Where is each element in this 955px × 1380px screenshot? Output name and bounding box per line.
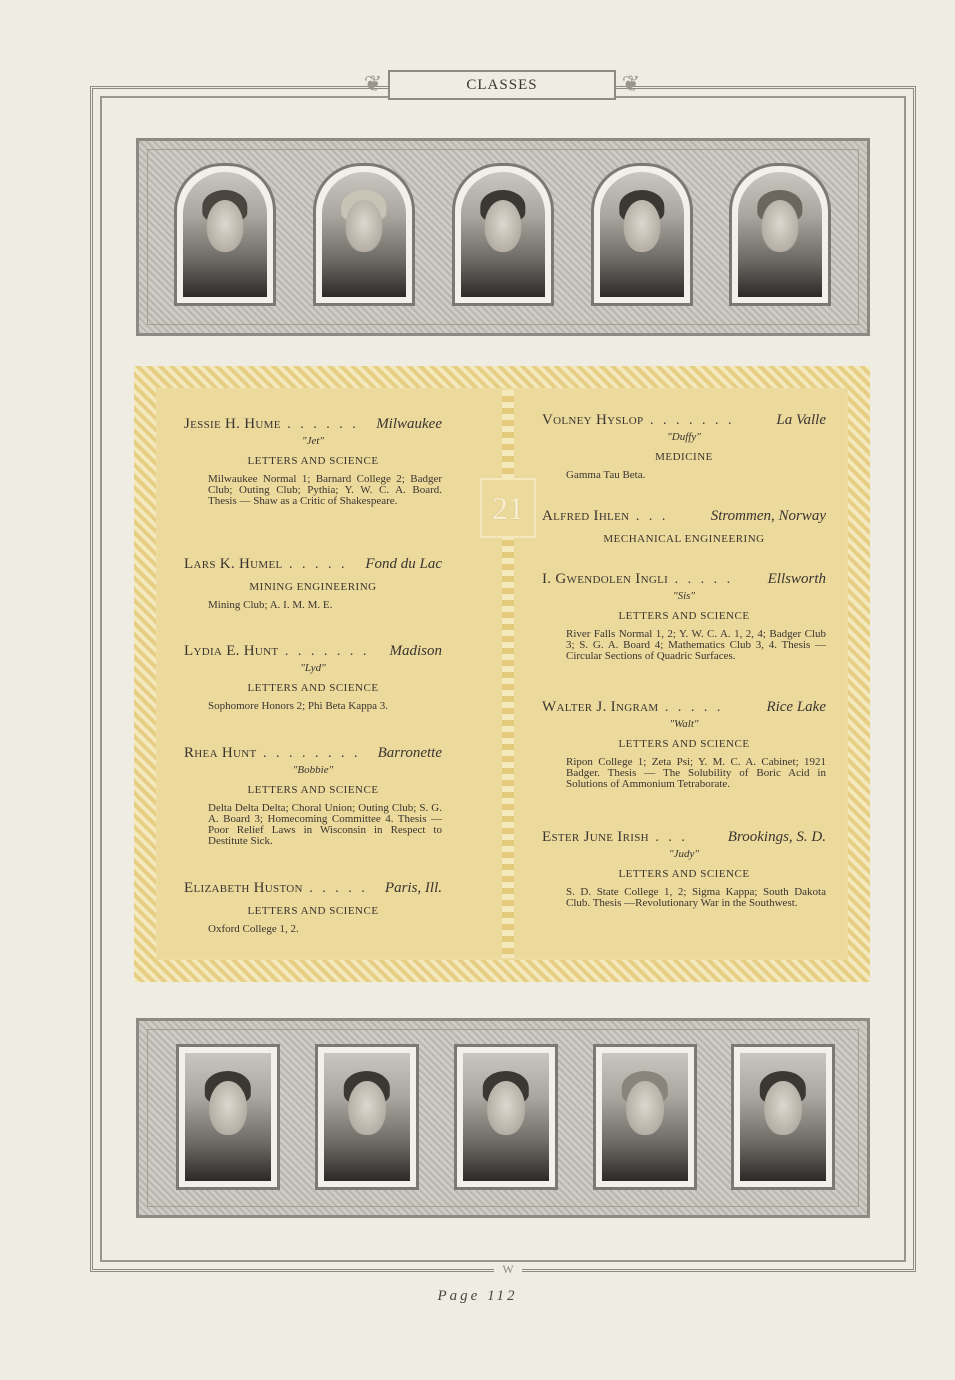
leader-dots: . . . . . [282, 557, 348, 572]
portrait-elizabeth-huston [729, 163, 831, 306]
student-name: Volney Hyslop [542, 412, 644, 428]
student-name: Walter J. Ingram [542, 699, 659, 715]
course: LETTERS AND SCIENCE [618, 738, 750, 750]
nickname: "Bobbie" [292, 764, 334, 776]
nickname: "Duffy" [667, 431, 701, 443]
leader-dots: . . . . . [658, 700, 724, 715]
class-year-badge: 21 [480, 478, 536, 538]
portrait-lydia-hunt [452, 163, 554, 306]
leader-dots: . . . . . . . [643, 413, 735, 428]
frame-ornament-mark: W [494, 1262, 522, 1276]
hometown: Paris, Ill. [384, 880, 442, 896]
portrait-volney-hyslop [176, 1044, 280, 1190]
activities: Ripon College 1; Zeta Psi; Y. M. C. A. Cabinet; 1921 Badger. Thesis — The Solubility of Boric Acid in Solutions of Ammonium Tetraborate. [566, 756, 826, 790]
portrait-alfred-ihlen [315, 1044, 419, 1190]
entry-jessie-hume [184, 414, 442, 507]
student-name: Ester June Irish [542, 829, 649, 845]
activities: Gamma Tau Beta. [566, 469, 646, 481]
hometown: Rice Lake [766, 699, 826, 715]
student-name: Jessie H. Hume [184, 416, 281, 432]
leader-dots: . . . . . . . [278, 644, 370, 659]
hometown: Milwaukee [376, 416, 442, 432]
column-divider [502, 390, 514, 958]
hometown: Brookings, S. D. [727, 829, 826, 845]
portrait-rhea-hunt [591, 163, 693, 306]
leader-dots: . . . . . [668, 572, 734, 587]
course: LETTERS AND SCIENCE [247, 455, 379, 467]
activities: Sophomore Honors 2; Phi Beta Kappa 3. [208, 700, 388, 712]
hometown: Fond du Lac [365, 556, 442, 572]
hometown: Ellsworth [767, 571, 826, 587]
hometown: Madison [389, 643, 442, 659]
nickname: "Judy" [668, 848, 699, 860]
portrait-gwendolen-ingli [454, 1044, 558, 1190]
course: LETTERS AND SCIENCE [247, 682, 379, 694]
activities: S. D. State College 1, 2; Sigma Kappa; South Dakota Club. Thesis —Revolutionary War in the Southwest. [566, 886, 826, 909]
portrait-walter-ingram [593, 1044, 697, 1190]
portrait-ester-irish [731, 1044, 835, 1190]
entry-ester-irish [542, 827, 826, 909]
student-name: Lydia E. Hunt [184, 643, 279, 659]
entry-rhea-hunt [184, 743, 442, 847]
student-name: I. Gwendolen Ingli [542, 571, 669, 587]
portrait-lars-humel [313, 163, 415, 306]
course: LETTERS AND SCIENCE [247, 905, 379, 917]
activities: Mining Club; A. I. M. M. E. [208, 599, 333, 611]
leader-dots: . . . [648, 830, 688, 845]
entry-volney-hyslop [542, 410, 826, 481]
activities: Delta Delta Delta; Choral Union; Outing Club; S. G. A. Board 3; Homecoming Committee 4. Thesis — Poor Relief Laws in Wisconsin in Respect to Destitute Sick. [208, 802, 442, 847]
entry-elizabeth-huston [184, 878, 442, 935]
hometown: Barronette [377, 745, 442, 761]
page-number: Page 112 [437, 1288, 518, 1304]
entry-lars-humel [184, 554, 442, 611]
portrait-jessie-hume [174, 163, 276, 306]
nickname: "Jet" [301, 435, 325, 447]
student-name: Rhea Hunt [184, 745, 257, 761]
entry-walter-ingram [542, 697, 826, 790]
course: MECHANICAL ENGINEERING [603, 533, 765, 545]
student-name: Lars K. Humel [184, 556, 283, 572]
leader-dots: . . . [629, 509, 669, 524]
course: LETTERS AND SCIENCE [247, 784, 379, 796]
nickname: "Lyd" [300, 662, 326, 674]
left-scroll-ornament: ❦ [363, 71, 383, 96]
course: MEDICINE [655, 451, 713, 463]
student-name: Alfred Ihlen [542, 508, 630, 524]
course: LETTERS AND SCIENCE [618, 868, 750, 880]
activities: Milwaukee Normal 1; Barnard College 2; Badger Club; Outing Club; Pythia; Y. W. C. A. Board. Thesis — Shaw as a Critic of Shakespeare. [208, 473, 442, 507]
leader-dots: . . . . . . . . [256, 746, 361, 761]
hometown: Strommen, Norway [710, 508, 826, 524]
section-title: CLASSES [388, 70, 616, 100]
leader-dots: . . . . . . [280, 417, 359, 432]
student-name: Elizabeth Huston [184, 880, 303, 896]
nickname: "Walt" [669, 718, 699, 730]
entry-lydia-hunt [184, 641, 442, 712]
entry-gwendolen-ingli [542, 569, 826, 662]
hometown: La Valle [776, 412, 826, 428]
course: LETTERS AND SCIENCE [618, 610, 750, 622]
right-scroll-ornament: ❦ [621, 71, 641, 96]
entry-alfred-ihlen [542, 506, 826, 546]
nickname: "Sis" [672, 590, 696, 602]
course: MINING ENGINEERING [249, 581, 377, 593]
leader-dots: . . . . . [302, 881, 368, 896]
activities: River Falls Normal 1, 2; Y. W. C. A. 1, 2, 4; Badger Club 3; S. G. A. Board 4; Mathematics Club 3, 4. Thesis —Circular Sections of Quadric Surfaces. [566, 628, 826, 662]
activities: Oxford College 1, 2. [208, 923, 299, 935]
